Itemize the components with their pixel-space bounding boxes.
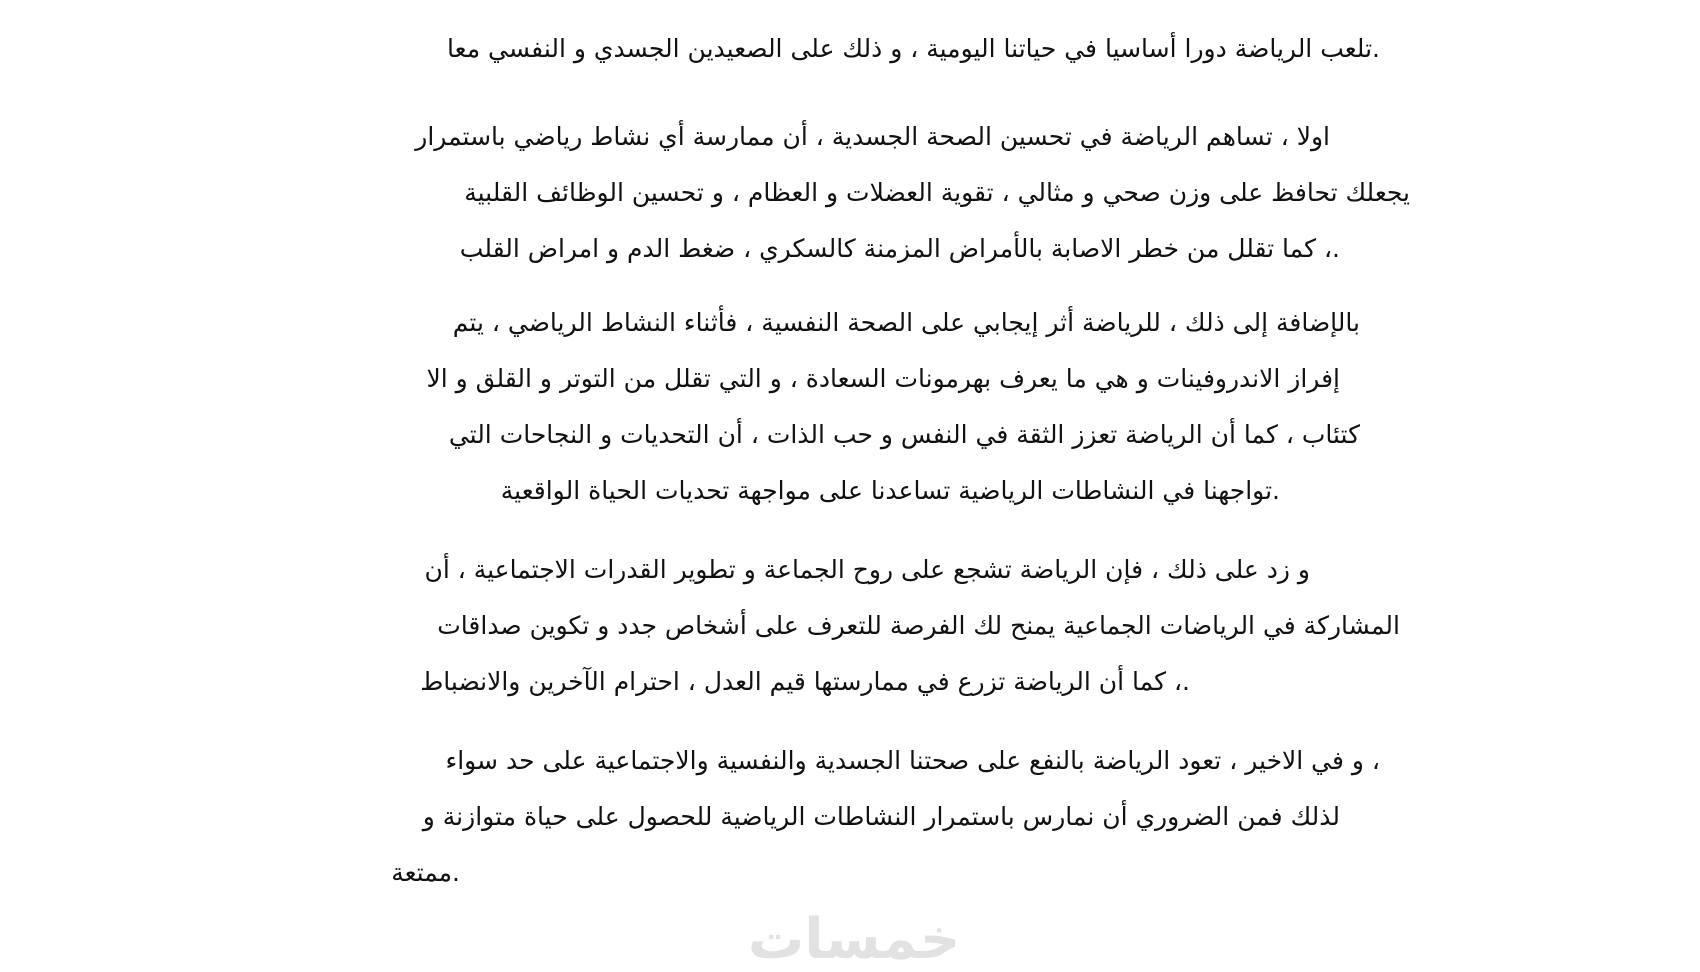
paragraph-4-line-2: المشاركة في الرياضات الجماعية يمنح لك الفرصة للتعرف على أشخاص جدد و تكوين صداقات (437, 611, 1400, 640)
paragraph-4-line-3: .، كما أن الرياضة تزرع في ممارستها قيم العدل ، احترام الآخرين والانضباط (420, 667, 1190, 696)
paragraph-3-line-1: بالإضافة إلى ذلك ، للرياضة أثر إيجابي على الصحة النفسية ، فأثناء النشاط الرياضي ، يتم (452, 308, 1360, 337)
paragraph-5-line-1: ، و في الاخير ، تعود الرياضة بالنفع على صحتنا الجسدية والنفسية والاجتماعية على حد سواء (445, 746, 1380, 775)
paragraph-2-line-1: اولا ، تساهم الرياضة في تحسين الصحة الجسدية ، أن ممارسة أي نشاط رياضي باستمرار (415, 122, 1330, 151)
watermark-logo: خمسات (748, 907, 961, 972)
paragraph-2-line-2: يجعلك تحافظ على وزن صحي و مثالي ، تقوية العضلات و العظام ، و تحسين الوظائف القلبية (464, 178, 1410, 207)
paragraph-5-line-3: .ممتعة (391, 858, 460, 887)
paragraph-5-line-2: لذلك فمن الضروري أن نمارس باستمرار النشاطات الرياضية للحصول على حياة متوازنة و (422, 802, 1340, 831)
paragraph-3-line-4: .تواجهنا في النشاطات الرياضية تساعدنا على مواجهة تحديات الحياة الواقعية (500, 476, 1280, 505)
paragraph-4-line-1: و زد على ذلك ، فإن الرياضة تشجع على روح الجماعة و تطوير القدرات الاجتماعية ، أن (424, 555, 1310, 584)
paragraph-1-line-1: .تلعب الرياضة دورا أساسيا في حياتنا اليومية ، و ذلك على الصعيدين الجسدي و النفسي معا (447, 34, 1380, 63)
paragraph-3-line-3: كتئاب ، كما أن الرياضة تعزز الثقة في النفس و حب الذات ، أن التحديات و النجاحات التي (448, 420, 1360, 449)
paragraph-3-line-2: إفراز الاندروفينات و هي ما يعرف بهرمونات السعادة ، و التي تقلل من التوتر و القلق و الا (426, 364, 1340, 393)
paragraph-2-line-3: .، كما تقلل من خطر الاصابة بالأمراض المزمنة كالسكري ، ضغط الدم و امراض القلب (459, 234, 1340, 263)
